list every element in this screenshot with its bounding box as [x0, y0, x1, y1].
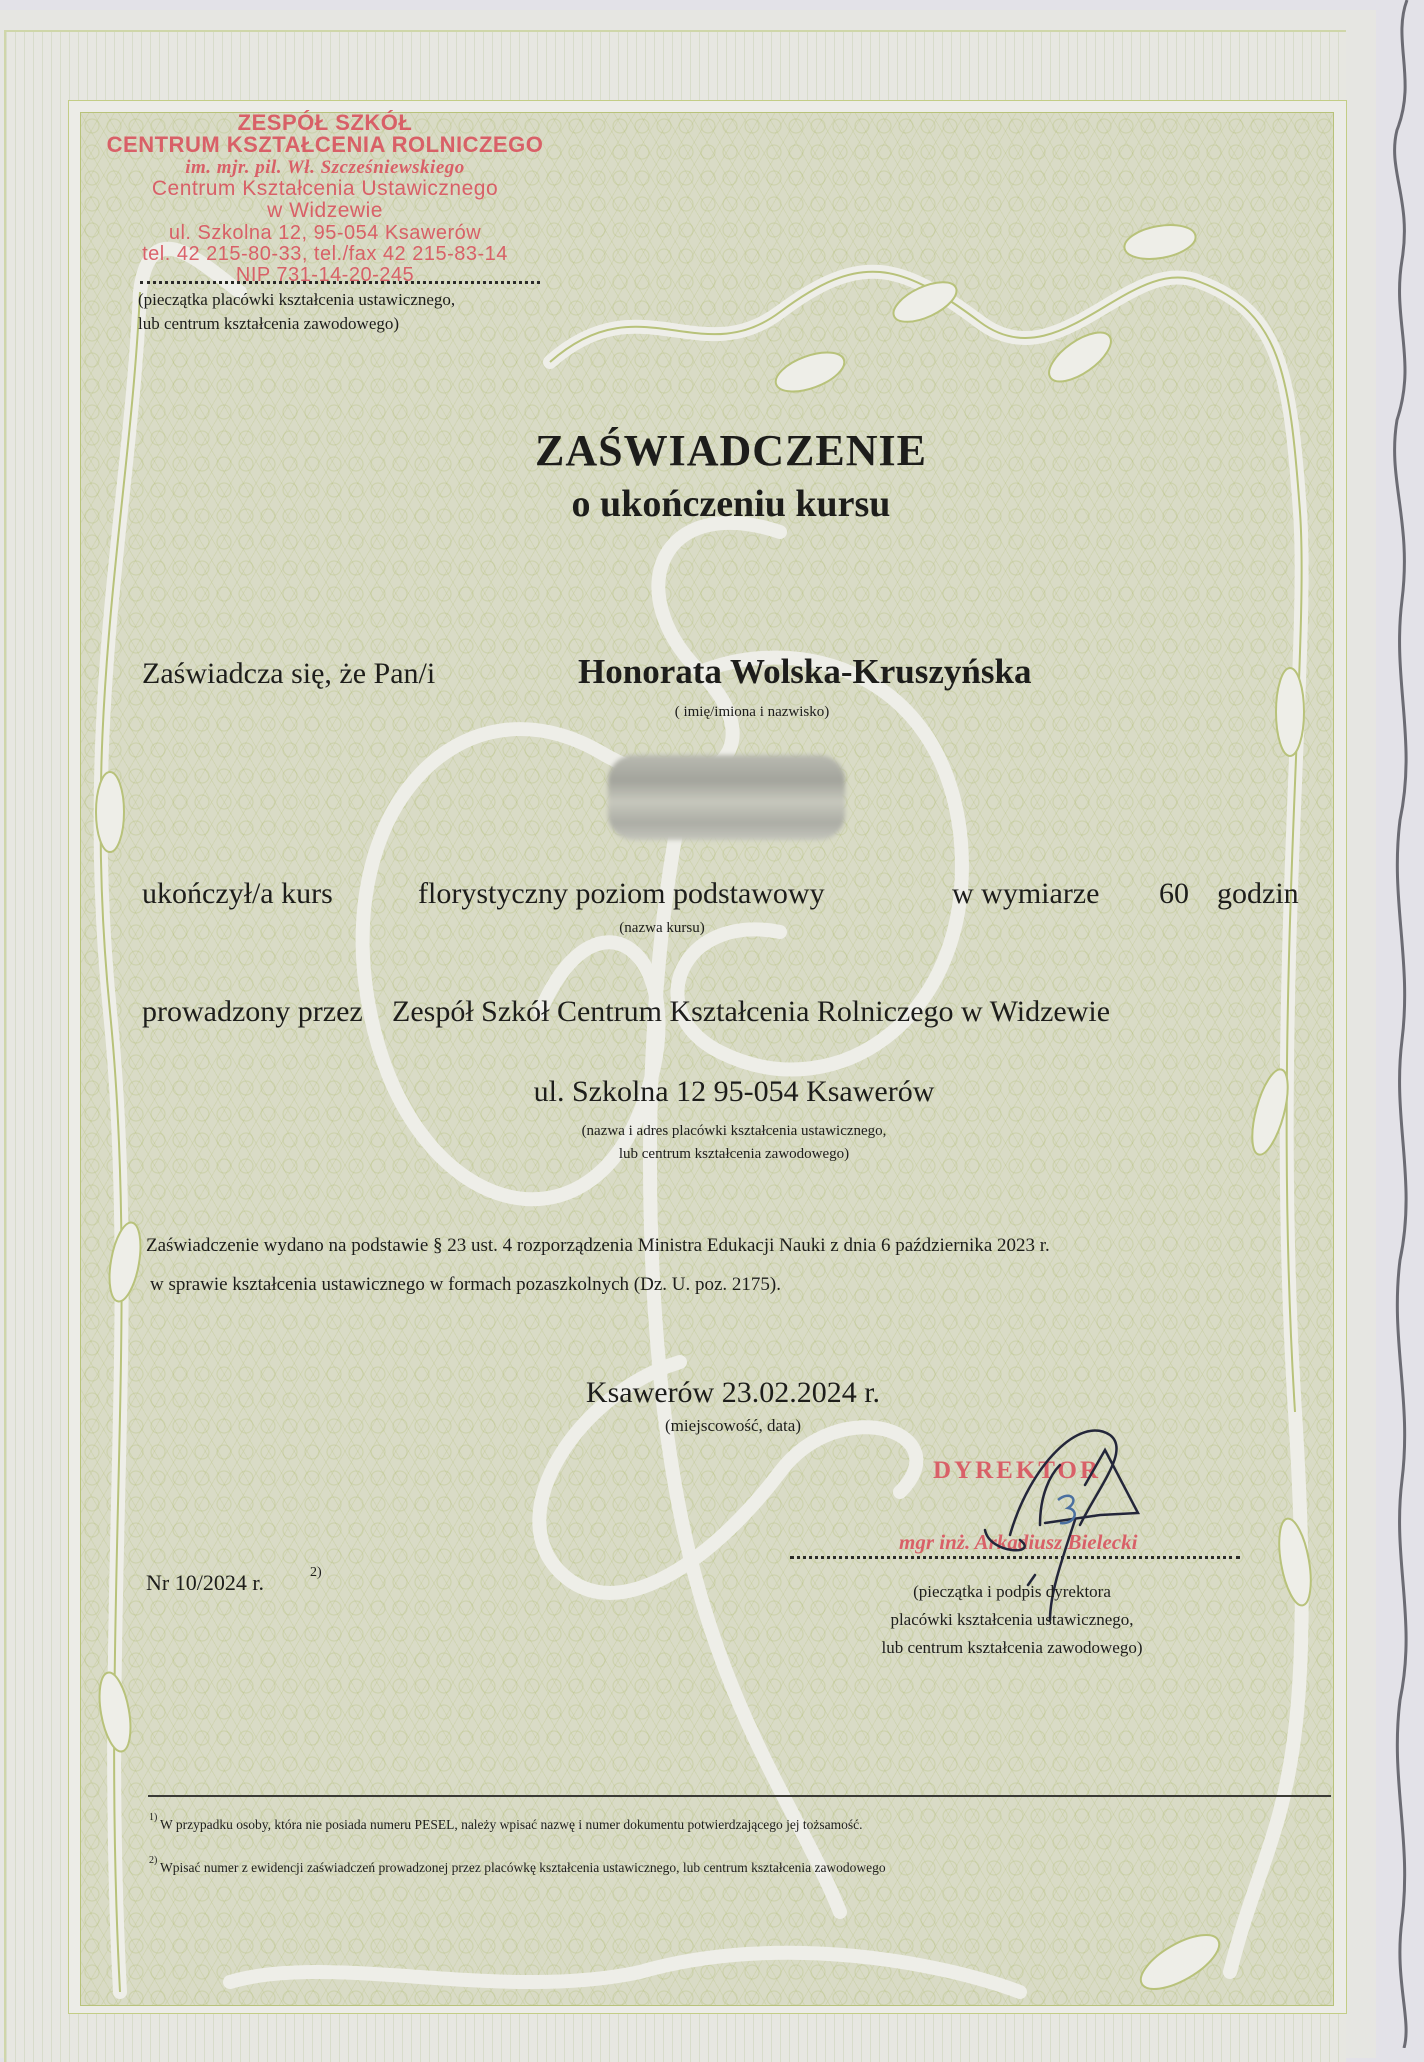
footnote-text: Wpisać numer z ewidencji zaświadczeń prowadzonej przez placówkę kształcenia ustawicznego, lub centrum kształcenia zawodowego — [160, 1860, 886, 1875]
provider-address: ul. Szkolna 12 95-054 Ksawerów — [533, 1075, 935, 1108]
document-title: ZAŚWIADCZENIE — [535, 426, 927, 475]
signature-caption: lub centrum kształcenia zawodowego) — [881, 1638, 1143, 1657]
provider-label: prowadzony przez — [142, 995, 363, 1028]
legal-basis-line: Zaświadczenie wydano na podstawie § 23 ust. 4 rozporządzenia Ministra Edukacji Nauki z dnia 6 października 2023 r. — [146, 1235, 1050, 1256]
stamp-caption: lub centrum kształcenia zawodowego) — [138, 314, 400, 333]
recipient-name-caption: ( imię/imiona i nazwisko) — [674, 704, 830, 720]
provider-caption: lub centrum kształcenia zawodowego) — [618, 1146, 850, 1162]
stamp-line: Centrum Kształcenia Ustawicznego — [151, 177, 499, 200]
stamp-caption: (pieczątka placówki kształcenia ustawicznego, — [138, 290, 456, 309]
stamp-line: w Widzewie — [267, 199, 383, 222]
document-subtitle: o ukończeniu kursu — [571, 483, 891, 525]
signature-caption: placówki kształcenia ustawicznego, — [890, 1610, 1134, 1629]
footnote-ref: 1) — [149, 1812, 158, 1823]
footnote-text: W przypadku osoby, która nie posiada numeru PESEL, należy wpisać nazwę i numer dokumentu potwierdzającego jej tożsamość. — [160, 1817, 863, 1832]
provider-name: Zespół Szkół Centrum Kształcenia Rolniczego w Widzewie — [392, 995, 1111, 1028]
course-label: ukończył/a kurs — [142, 877, 333, 910]
stamp-line: CENTRUM KSZTAŁCENIA ROLNICZEGO — [106, 132, 544, 157]
footnotes-divider — [148, 1795, 1331, 1797]
adjacent-page-edge-icon — [1382, 0, 1424, 2048]
course-duration-label: w wymiarze — [952, 877, 1100, 910]
recipient-label: Zaświadcza się, że Pan/i — [142, 657, 436, 690]
place-date-caption: (miejscowość, data) — [665, 1416, 801, 1435]
footnote-ref: 2) — [149, 1855, 158, 1866]
stamp-dotted-line — [140, 281, 540, 284]
course-hours: 60 — [1159, 877, 1189, 910]
recipient-name: Honorata Wolska-Kruszyńska — [578, 652, 1032, 691]
course-name-caption: (nazwa kursu) — [619, 920, 705, 936]
stamp-line: tel. 42 215-80-33, tel./fax 42 215-83-14 — [142, 243, 508, 265]
legal-basis-line: w sprawie kształcenia ustawicznego w formach pozaszkolnych (Dz. U. poz. 2175). — [150, 1274, 781, 1295]
director-stamp-title: DYREKTOR — [933, 1457, 1102, 1484]
stamp-line: ZESPÓŁ SZKÓŁ — [237, 110, 413, 135]
certificate-number-footnote-ref: 2) — [310, 1565, 322, 1580]
course-name: florystyczny poziom podstawowy — [418, 877, 825, 910]
signature-caption: (pieczątka i podpis dyrektora — [913, 1582, 1111, 1601]
stamp-line: NIP 731-14-20-245 — [235, 264, 415, 286]
provider-caption: (nazwa i adres placówki kształcenia ustawicznego, — [581, 1123, 887, 1139]
course-hours-unit: godzin — [1217, 877, 1299, 910]
director-stamp-name: mgr inż. Arkadiusz Bielecki — [899, 1530, 1138, 1554]
place-date: Ksawerów 23.02.2024 r. — [585, 1376, 881, 1409]
redacted-id-blur — [608, 755, 845, 840]
guilloche-background — [80, 112, 1334, 2006]
certificate-number: Nr 10/2024 r. — [146, 1570, 264, 1595]
stamp-line: im. mjr. pil. Wł. Szcześniewskiego — [185, 157, 465, 178]
stamp-line: ul. Szkolna 12, 95-054 Ksawerów — [168, 222, 482, 244]
